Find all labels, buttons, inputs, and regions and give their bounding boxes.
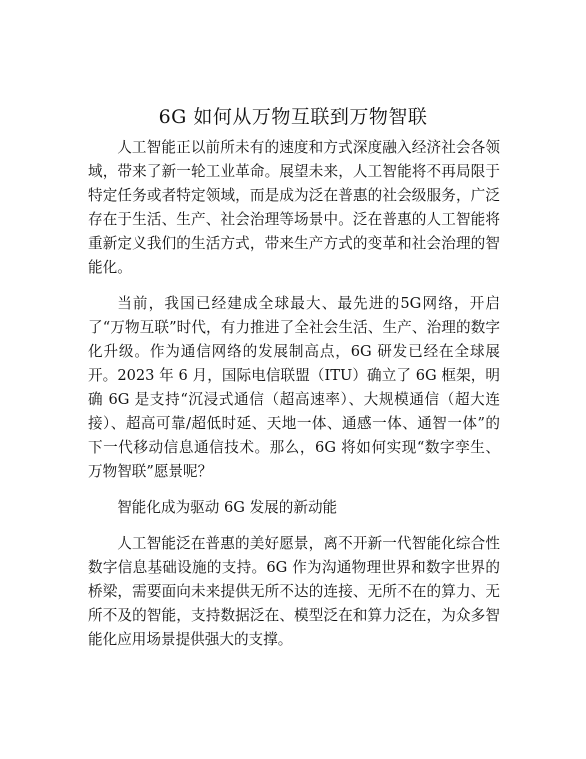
paragraph-5g-6g: 当前，我国已经建成全球最大、最先进的5G网络，开启了“万物互联”时代，有力推进了全社会生活、生产、治理的数字化升级。作为通信网络的发展制高点，6G 研发已经在全球展开。2023 年 6 月，国际电信联盟（ITU）确立了 6G 框架，明确 6G 是支持“沉浸式通信（超高速率）、大规模通信（超大连接）、超高可靠/超低时延、天地一体、通感一体、通智一体”的下一代移动信息通信技术。那么，6G 将如何实现“数字孪生、万物智联”愿景呢？ (88, 295, 500, 480)
section-heading: 智能化成为驱动 6G 发展的新动能 (117, 499, 338, 516)
paragraph-infrastructure: 人工智能泛在普惠的美好愿景，离不开新一代智能化综合性数字信息基础设施的支持。6G 作为沟通物理世界和数字世界的桥梁，需要面向未来提供无所不达的连接、无所不在的算力、无所不及的智能，支持数据泛在、模型泛在和算力泛在，为众多智能化应用场景提供强大的支撑。 (88, 535, 500, 648)
paragraph-ai-intro: 人工智能正以前所未有的速度和方式深度融入经济社会各领域，带来了新一轮工业革命。展望未来，人工智能将不再局限于特定任务或者特定领域，而是成为泛在普惠的社会级服务，广泛存在于生活、生产、社会治理等场景中。泛在普惠的人工智能将重新定义我们的生活方式，带来生产方式的变革和社会治理的智能化。 (88, 139, 500, 276)
article-body (88, 136, 500, 664)
page-title: 6G 如何从万物互联到万物智联 (158, 106, 428, 128)
